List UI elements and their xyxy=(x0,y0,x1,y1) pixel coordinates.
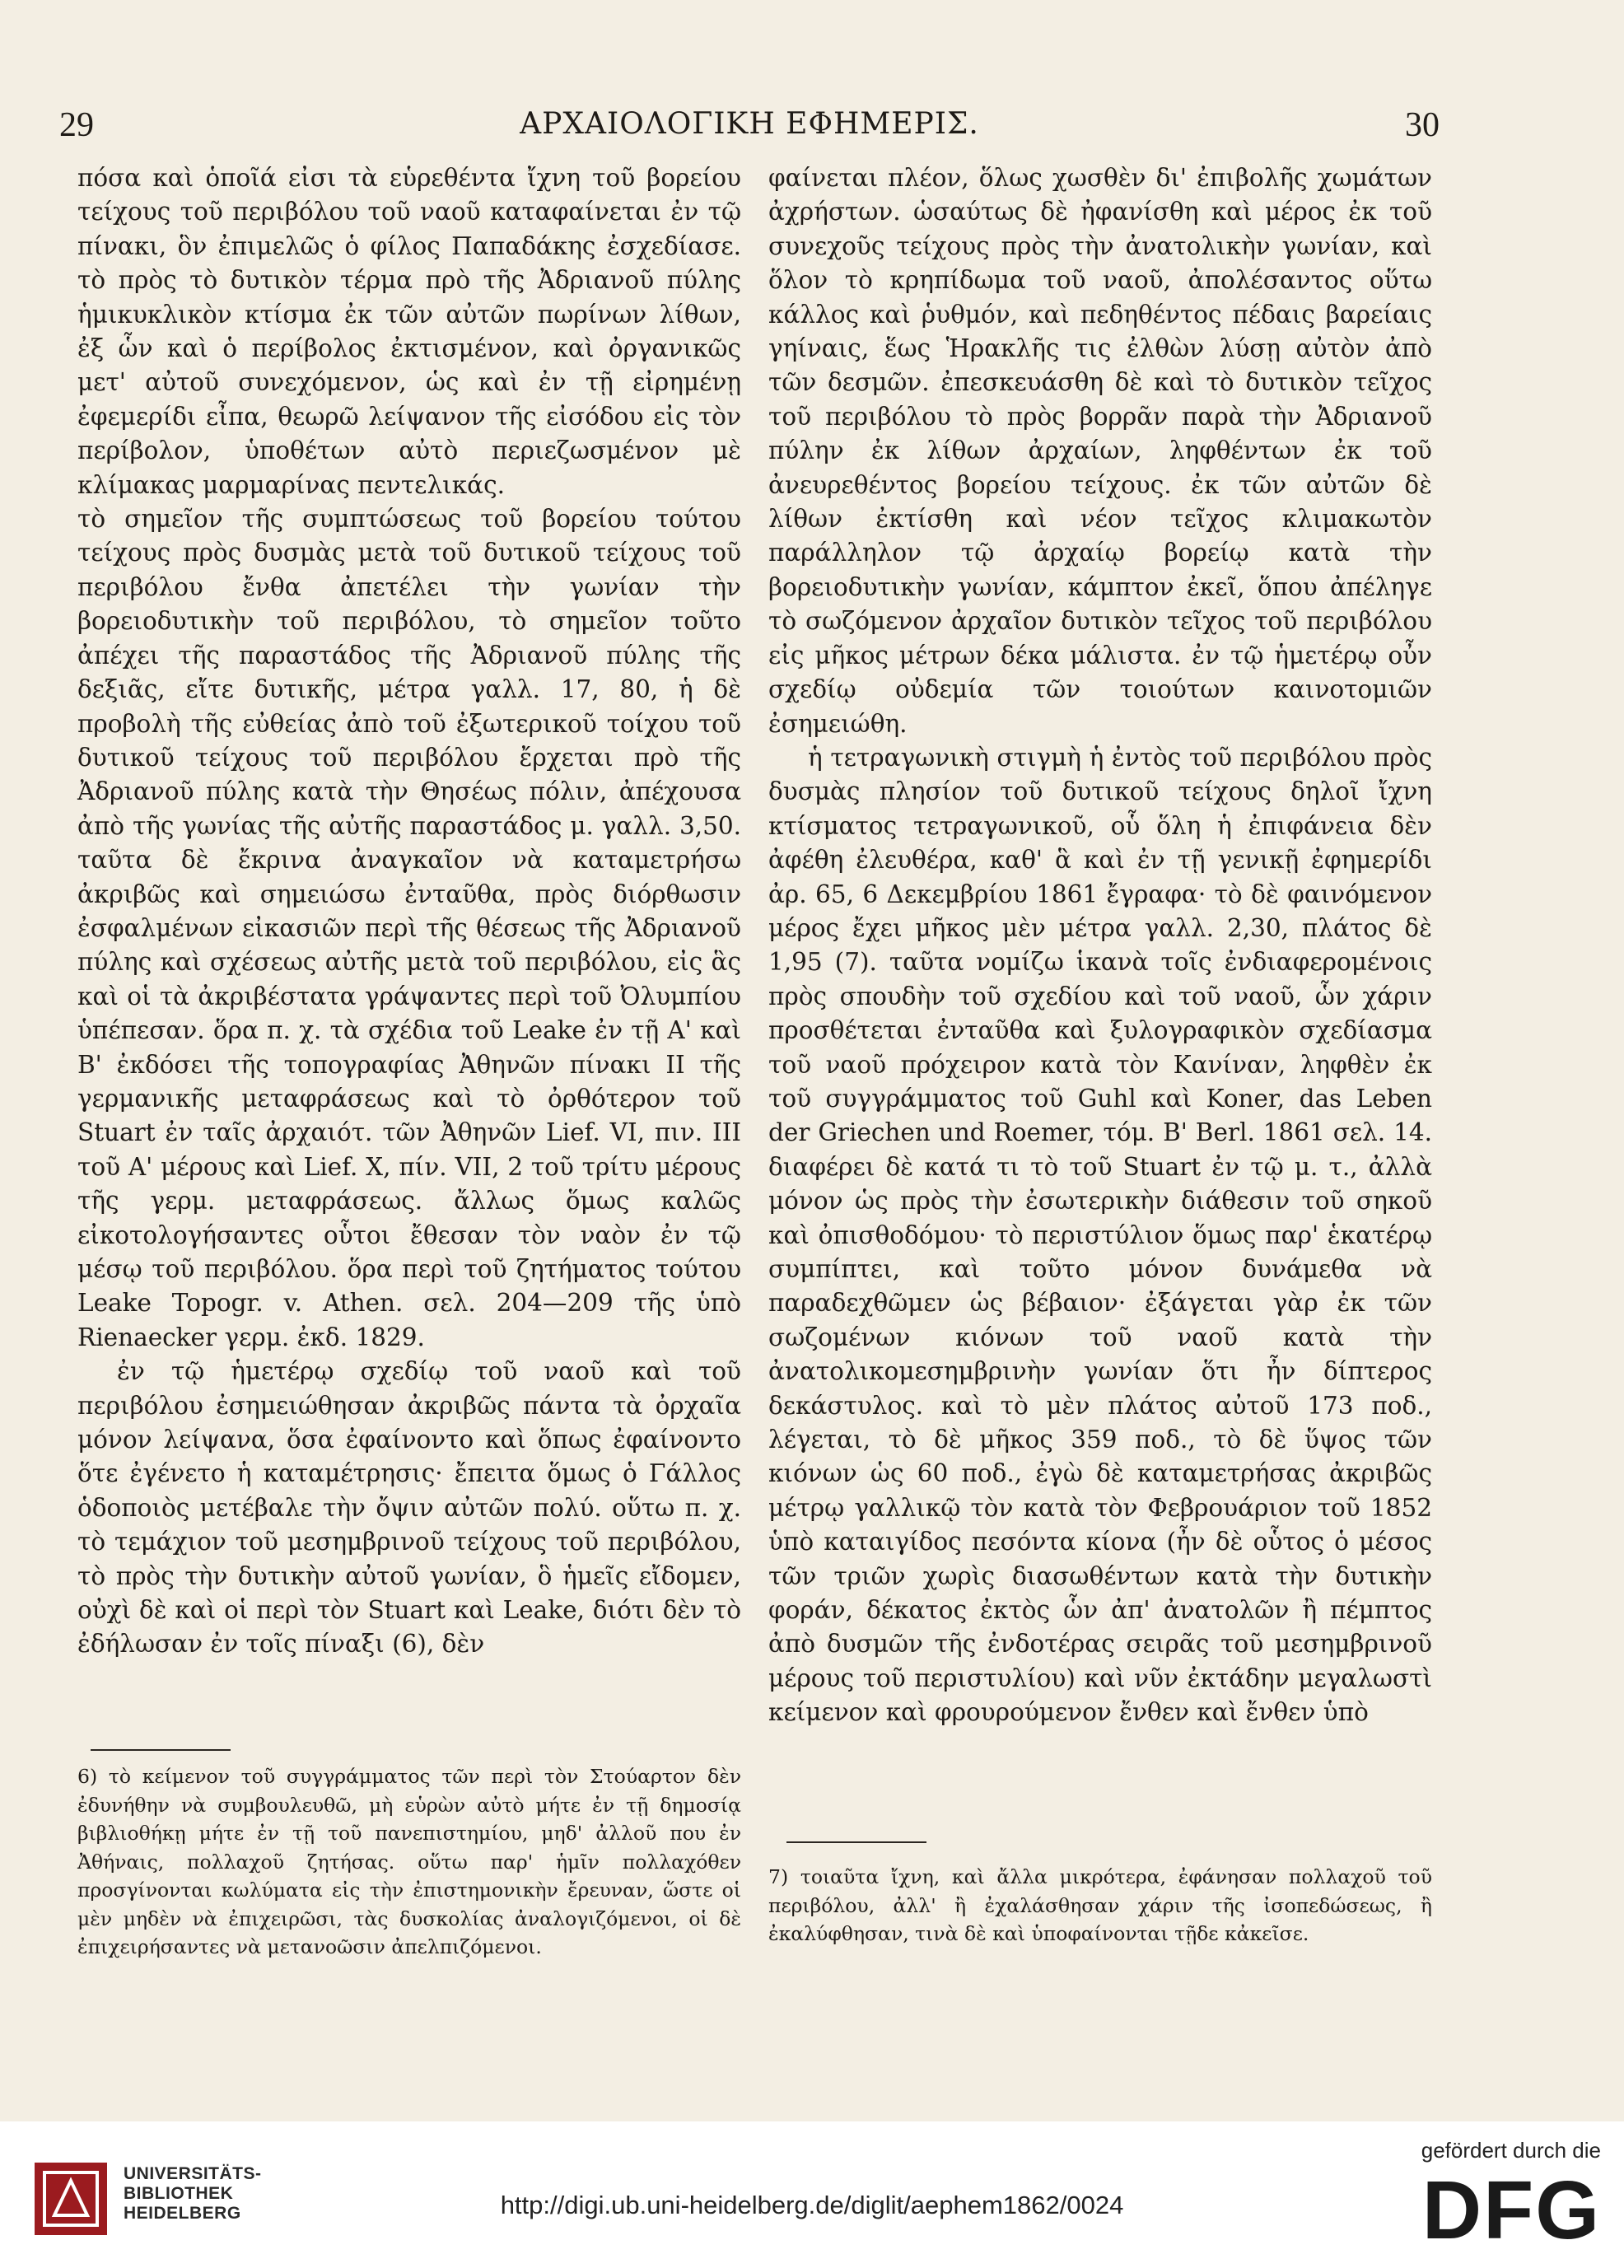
dfg-logo: DFG xyxy=(1421,2164,1601,2256)
page-number-left: 29 xyxy=(59,106,94,144)
footnote-rule-right xyxy=(786,1841,926,1843)
university-name-line-2: BIBLIOTHEK xyxy=(124,2184,234,2203)
university-name-line-3: HEIDELBERG xyxy=(124,2204,241,2223)
footnote-rule-left xyxy=(91,1749,231,1751)
right-column xyxy=(768,161,1432,1730)
page-number-right: 30 xyxy=(1405,106,1440,144)
right-paragraph-1: φαίνεται πλέον, ὅλως χωσθὲν δι' ἐπιβολῆς χωμάτων ἀχρήστων. ὡσαύτως δὲ ἠφανίσθη καὶ μέρος ἐκ τοῦ συνεχοῦς τείχους πρὸς τὴν ἀνατολικὴν γωνίαν, καὶ ὅλον τὸ κρηπίδωμα τοῦ ναοῦ, ἀπολέσαντος οὕτω κάλλος καὶ ῥυθμόν, καὶ πεδηθέντος πέδαις βαρείαις γηίναις, ἕως Ἡρακλῆς τις ἐλθὼν λύσῃ αὐτὸν ἀπὸ τῶν δεσμῶν. ἐπεσκευάσθη δὲ καὶ τὸ δυτικὸν τεῖχος τοῦ περιβόλου τὸ πρὸς βορρᾶν παρὰ τὴν Ἀδριανοῦ πύλην ἐκ λίθων ἀρχαίων, ληφθέντων ἐκ τοῦ ἀνευρεθέντος βορείου τείχους. ἐκ τῶν αὐτῶν δὲ λίθων ἐκτίσθη καὶ νέον τεῖχος κλιμακωτὸν παράλληλον τῷ ἀρχαίῳ βορείῳ κατὰ τὴν βορειοδυτικὴν γωνίαν, κάμπτον ἐκεῖ, ὅπου ἀπέληγε τὸ σωζόμενον ἀρχαῖον δυτικὸν τεῖχος τοῦ περιβόλου εἰς μῆκος μέτρων δέκα μάλιστα. ἐν τῷ ἡμετέρῳ οὖν σχεδίῳ οὐδεμία τῶν τοιούτων καινοτομιῶν ἐσημειώθη. xyxy=(768,164,1432,738)
footnote-7: 7) τοιαῦτα ἴχνη, καὶ ἄλλα μικρότερα, ἐφάνησαν πολλαχοῦ τοῦ περιβόλου, ἀλλ' ἢ ἐχαλάσθησαν χάριν τῆς ἰσοπεδώσεως, ἢ ἐκαλύφθησαν, τινὰ δὲ καὶ ὑποφαίνονται τῇδε κἀκεῖσε. xyxy=(768,1865,1432,1945)
university-name-line-1: UNIVERSITÄTS- xyxy=(124,2164,262,2183)
funded-by-text: gefördert durch die xyxy=(1421,2138,1601,2163)
left-paragraph-1: πόσα καὶ ὁποῖά εἰσι τὰ εὑρεθέντα ἴχνη τοῦ βορείου τείχους τοῦ περιβόλου τοῦ ναοῦ καταφαίνεται ἐν τῷ πίνακι, ὃν ἐπιμελῶς ὁ φίλος Παπαδάκης ἐσχεδίασε. τὸ πρὸς τὸ δυτικὸν τέρμα πρὸ τῆς Ἀδριανοῦ πύλης ἡμικυκλικὸν κτίσμα ἐκ τῶν αὐτῶν πωρίνων λίθων, ἐξ ὧν καὶ ὁ περίβολος ἐκτισμένον, καὶ ὀργανικῶς μετ' αὐτοῦ συνεχόμενον, ὡς καὶ ἐν τῇ εἰρημένῃ ἐφεμερίδι εἶπα, θεωρῶ λείψανον τῆς εἰσόδου εἰς τὸν περίβολον, ὑποθέτων αὐτὸ περιεζωσμένον μὲ κλίμακας μαρμαρίνας πεντελικάς. xyxy=(77,164,741,499)
journal-title: ΑΡΧΑΙΟΛΟΓΙΚΗ ΕΦΗΜΕΡΙΣ. xyxy=(520,107,979,141)
right-paragraph-2: ἡ τετραγωνικὴ στιγμὴ ἡ ἐντὸς τοῦ περιβόλου πρὸς δυσμὰς πλησίον τοῦ δυτικοῦ τείχους δηλοῖ ἴχνη κτίσματος τετραγωνικοῦ, οὗ ὅλη ἡ ἐπιφάνεια δὲν ἀφέθη ἐλευθέρα, καθ' ἃ καὶ ἐν τῇ γενικῇ ἐφημερίδι ἀρ. 65, 6 Δεκεμβρίου 1861 ἔγραφα· τὸ δὲ φαινόμενον μέρος ἔχει μῆκος μὲν μέτρα γαλλ. 2,30, πλάτος δὲ 1,95 (7). ταῦτα νομίζω ἱκανὰ τοῖς ἐνδιαφερομένοις πρὸς σπουδὴν τοῦ σχεδίου καὶ τοῦ ναοῦ, ὧν χάριν προσθέτεται ἐνταῦθα καὶ ξυλογραφικὸν σχεδίασμα τοῦ ναοῦ πρόχειρον κατὰ τὸν Κανίναν, ληφθὲν ἐκ τοῦ συγγράμματος τοῦ Guhl καὶ Koner, das Leben der Griechen und Roemer, τόμ. Β' Berl. 1861 σελ. 14. διαφέρει δὲ κατά τι τὸ τοῦ Stuart ἐν τῷ μ. τ., ἀλλὰ μόνον ὡς πρὸς τὴν ἐσωτερικὴν διάθεσιν τοῦ σηκοῦ καὶ ὀπισθοδόμου· τὸ περιστύλιον ὅμως παρ' ἑκατέρῳ συμπίπτει, καὶ τοῦτο μόνον δυνάμεθα νὰ παραδεχθῶμεν ὡς βέβαιον· ἐξάγεται γὰρ ἐκ τῶν σωζομένων κιόνων τοῦ ναοῦ κατὰ τὴν ἀνατολικομεσημβρινὴν γωνίαν ὅτι ἦν δίπτερος δεκάστυλος. καὶ τὸ μὲν πλάτος αὐτοῦ 173 ποδ., λέγεται, τὸ δὲ μῆκος 359 ποδ., τὸ δὲ ὕψος τῶν κιόνων ὡς 60 ποδ., ἐγὼ δὲ καταμετρήσας ἀκριβῶς μέτρῳ γαλλικῷ τὸν κατὰ τὸν Φεβρουάριον τοῦ 1852 ὑπὸ καταιγίδος πεσόντα κίονα (ἦν δὲ οὗτος ὁ μέσος τῶν τριῶν χωρὶς διασωθέντων κατὰ τὴν δυτικὴν φοράν, δέκατος ἐκτὸς ὧν ἀπ' ἀνατολῶν ἢ πέμπτος ἀπὸ δυσμῶν τῆς ἐνδοτέρας σειρᾶς τοῦ μεσημβρινοῦ μέρους τοῦ περιστυλίου) καὶ νῦν ἐκτάδην μεγαλωστὶ κείμενον καὶ φρουρούμενον ἔνθεν καὶ ἔνθεν ὑπὸ xyxy=(768,743,1432,1727)
digitization-footer xyxy=(0,2121,1624,2268)
left-paragraph-2: τὸ σημεῖον τῆς συμπτώσεως τοῦ βορείου τούτου τείχους πρὸς δυσμὰς μετὰ τοῦ δυτικοῦ τείχους τοῦ περιβόλου ἔνθα ἀπετέλει τὴν γωνίαν τὴν βορειοδυτικὴν τοῦ περιβόλου, τὸ σημεῖον τοῦτο ἀπέχει τῆς παραστάδος τῆς Ἀδριανοῦ πύλης τῆς δεξιᾶς, εἴτε δυτικῆς, μέτρα γαλλ. 17, 80, ἡ δὲ προβολὴ τῆς εὐθείας ἀπὸ τοῦ ἐξωτερικοῦ τοίχου τοῦ δυτικοῦ τείχους τοῦ περιβόλου ἔρχεται πρὸ τῆς Ἀδριανοῦ πύλης κατὰ τὴν Θησέως πόλιν, ἀπέχουσα ἀπὸ τῆς γωνίας τῆς αὐτῆς παραστάδος μ. γαλλ. 3,50. ταῦτα δὲ ἔκρινα ἀναγκαῖον νὰ καταμετρήσω ἀκριβῶς καὶ σημειώσω ἐνταῦθα, πρὸς διόρθωσιν ἐσφαλμένων εἰκασιῶν περὶ τῆς θέσεως τῆς Ἀδριανοῦ πύλης καὶ σχέσεως αὐτῆς μετὰ τοῦ περιβόλου, εἰς ἃς καὶ οἱ τὰ ἀκριβέστατα γράψαντες περὶ τοῦ Ὀλυμπίου ὑπέπεσαν. ὅρα π. χ. τὰ σχέδια τοῦ Leake ἐν τῇ Α' καὶ Β' ἐκδόσει τῆς τοπογραφίας Ἀθηνῶν πίνακι II τῆς γερμανικῆς μεταφράσεως καὶ τὸ ὀρθότερον τοῦ Stuart ἐν ταῖς ἀρχαιότ. τῶν Ἀθηνῶν Lief. VI, πιν. III τοῦ Α' μέρους καὶ Lief. X, πίν. VII, 2 τοῦ τρίτυ μέρους τῆς γερμ. μεταφράσεως. ἄλλως ὅμως καλῶς εἰκοτολογήσαντες οὗτοι ἔθεσαν τὸν ναὸν ἐν τῷ μέσῳ τοῦ περιβόλου. ὅρα περὶ τοῦ ζητήματος τούτου Leake Topogr. v. Athen. σελ. 204—209 τῆς ὑπὸ Rienaecker γερμ. ἐκδ. 1829. xyxy=(77,505,741,1351)
footnote-6: 6) τὸ κείμενον τοῦ συγγράμματος τῶν περὶ τὸν Στούαρτον δὲν ἐδυνήθην νὰ συμβουλευθῶ, μὴ εὑρὼν αὐτὸ μήτε ἐν τῇ δημοσίᾳ βιβλιοθήκῃ μήτε ἐν τῇ τοῦ πανεπιστημίου, μηδ' ἀλλοῦ που ἐν Ἀθήναις, πολλαχοῦ ζητήσας. οὕτω παρ' ἡμῖν πολλαχόθεν προσγίνονται κωλύματα εἰς τὴν ἐπιστημονικὴν ἔρευναν, ὥστε οἱ μὲν μηδὲν νὰ ἐπιχειρῶσι, τὰς δυσκολίας ἀναλογιζόμενοι, οἱ δὲ ἐπιχειρήσαντες νὰ μετανοῶσιν ἀπελπιζόμενοι. xyxy=(77,1765,741,1958)
left-column xyxy=(77,161,741,1662)
running-header xyxy=(59,105,1440,155)
left-paragraph-3: ἐν τῷ ἡμετέρῳ σχεδίῳ τοῦ ναοῦ καὶ τοῦ περιβόλου ἐσημειώθησαν ἀκριβῶς πάντα τὰ ὀρχαῖα μόνον λείψανα, ὅσα ἐφαίνοντο καὶ ὅπως ἐφαίνοντο ὅτε ἐγένετο ἡ καταμέτρησις· ἔπειτα ὅμως ὁ Γάλλος ὁδοποιὸς μετέβαλε τὴν ὄψιν αὐτῶν πολύ. οὕτω π. χ. τὸ τεμάχιον τοῦ μεσημβρινοῦ τείχους τοῦ περιβόλου, τὸ πρὸς τὴν δυτικὴν αὐτοῦ γωνίαν, ὃ ἡμεῖς εἴδομεν, οὐχὶ δὲ καὶ οἱ περὶ τὸν Stuart καὶ Leake, διότι δὲν τὸ ἐδήλωσαν ἐν τοῖς πίναξι (6), δὲν xyxy=(77,1357,741,1659)
source-url-link[interactable]: http://digi.ub.uni-heidelberg.de/diglit/aephem1862/0024 xyxy=(500,2191,1124,2219)
